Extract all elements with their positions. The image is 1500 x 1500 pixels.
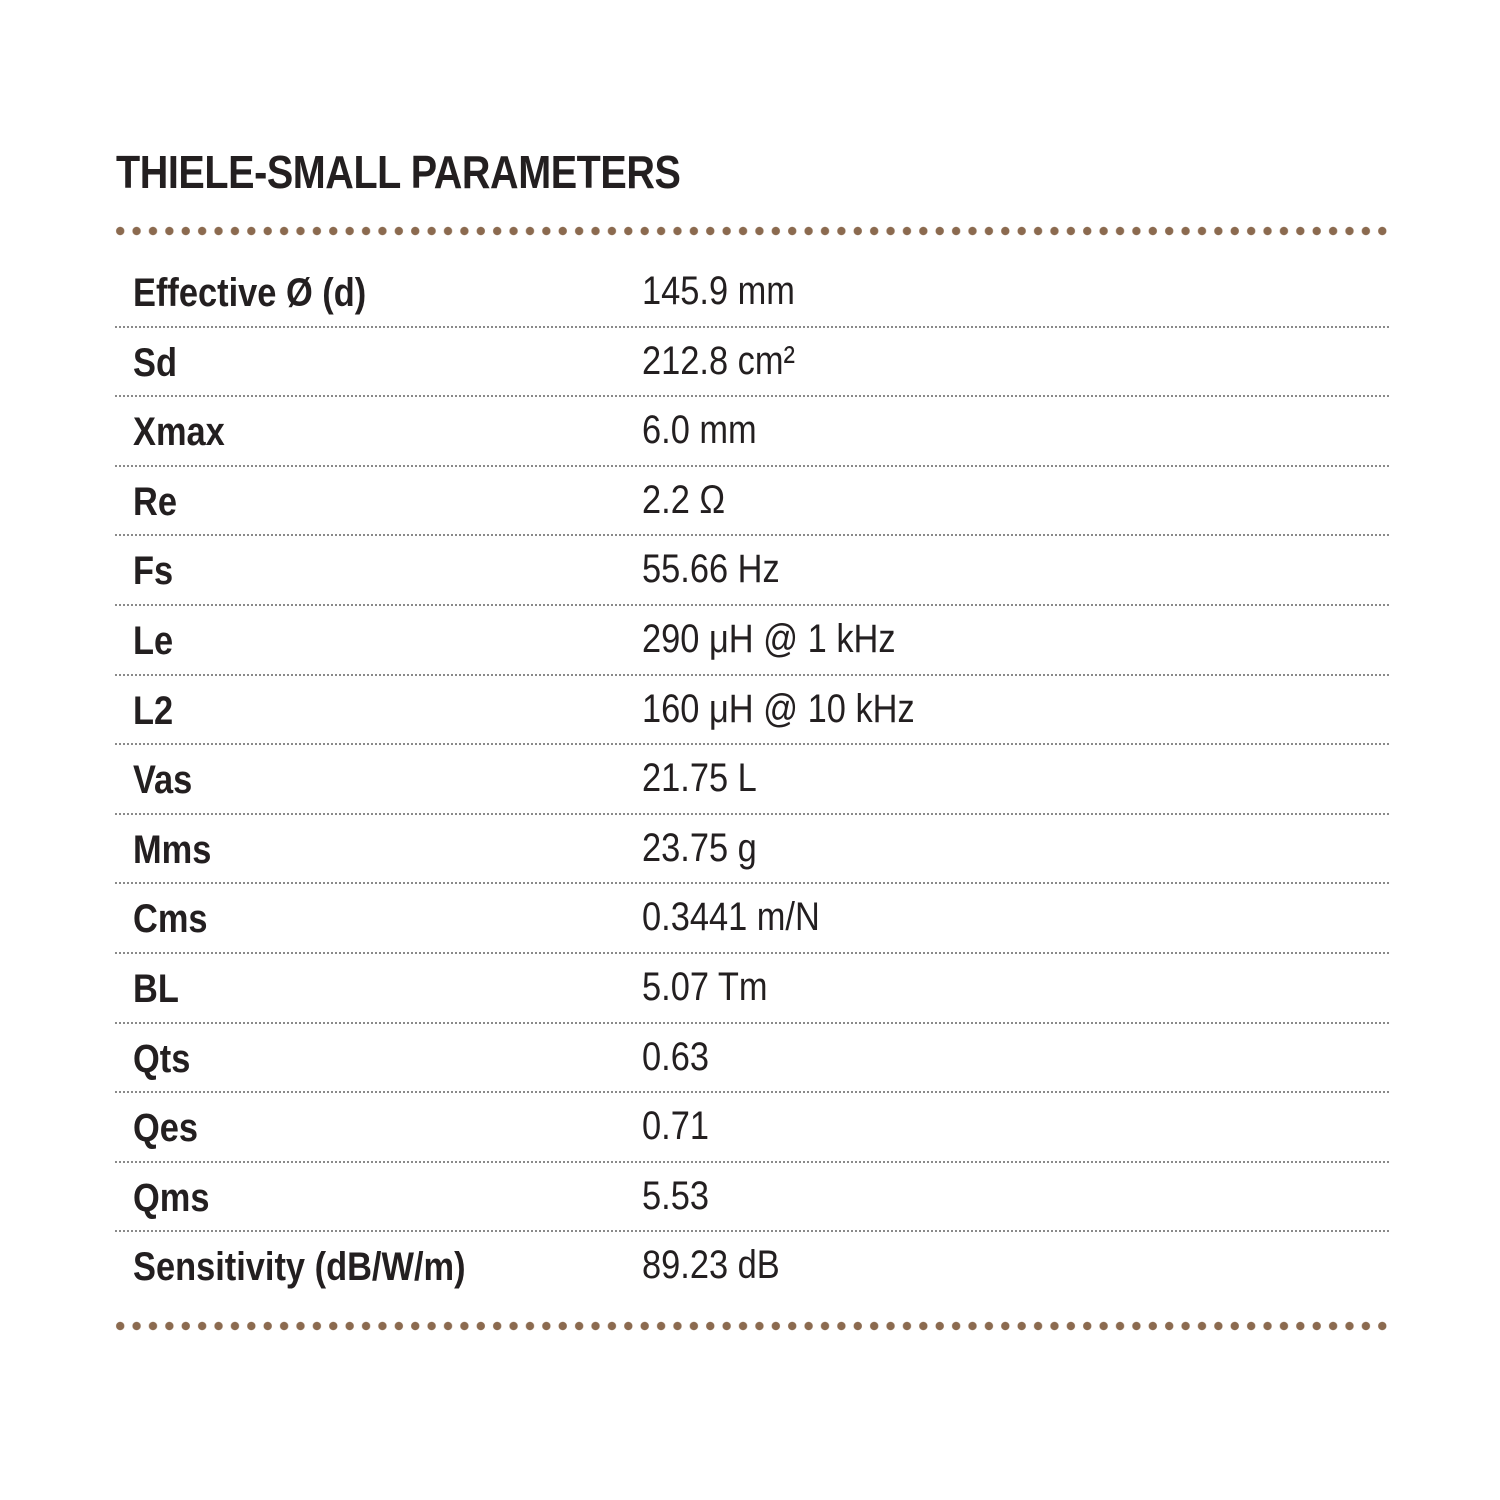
table-row [115,1093,1389,1163]
table-row [115,884,1389,954]
parameter-name: Qes [133,1106,199,1151]
parameter-name: Sd [133,340,177,385]
parameter-name: Le [133,618,174,663]
parameter-value: 290 μH @ 1 kHz [642,616,896,661]
top-dotted-divider [112,225,1390,237]
parameter-name: Cms [133,897,208,942]
parameter-value: 6.0 mm [642,408,757,453]
parameter-value: 5.07 Tm [642,964,768,1009]
bottom-dotted-divider [112,1320,1390,1332]
parameter-name: Re [133,479,177,524]
table-row [115,1024,1389,1094]
page-title: THIELE-SMALL PARAMETERS [116,146,681,198]
parameter-value: 5.53 [642,1173,709,1218]
table-row [115,328,1389,398]
parameter-value: 21.75 L [642,756,757,801]
parameter-name: Fs [133,549,174,594]
parameter-name: Mms [133,827,212,872]
parameter-name: BL [133,966,179,1011]
parameter-name: Xmax [133,410,225,455]
table-row [115,815,1389,885]
parameter-name: Effective Ø (d) [133,271,367,315]
parameter-name: Qms [133,1175,210,1220]
table-row [115,536,1389,606]
table-row [115,1232,1389,1302]
parameters-table [115,258,1389,1302]
table-row [115,397,1389,467]
table-row [115,954,1389,1024]
table-row [115,258,1389,328]
parameter-name: Sensitivity (dB/W/m) [133,1245,466,1290]
parameter-value: 0.71 [642,1104,709,1149]
parameter-value: 160 μH @ 10 kHz [642,686,915,731]
table-row [115,467,1389,537]
table-row [115,1163,1389,1233]
parameter-value: 145.9 mm [642,269,795,313]
table-row [115,606,1389,676]
parameter-name: L2 [133,688,174,733]
parameter-value: 212.8 cm² [642,338,795,383]
parameter-value: 0.63 [642,1034,709,1079]
parameter-name: Vas [133,758,193,803]
parameter-value: 23.75 g [642,825,757,870]
parameter-value: 0.3441 m/N [642,895,820,940]
parameter-name: Qts [133,1036,191,1081]
parameter-value: 2.2 Ω [642,477,726,522]
parameter-value: 55.66 Hz [642,547,780,592]
table-row [115,745,1389,815]
table-row [115,676,1389,746]
parameter-value: 89.23 dB [642,1243,780,1288]
